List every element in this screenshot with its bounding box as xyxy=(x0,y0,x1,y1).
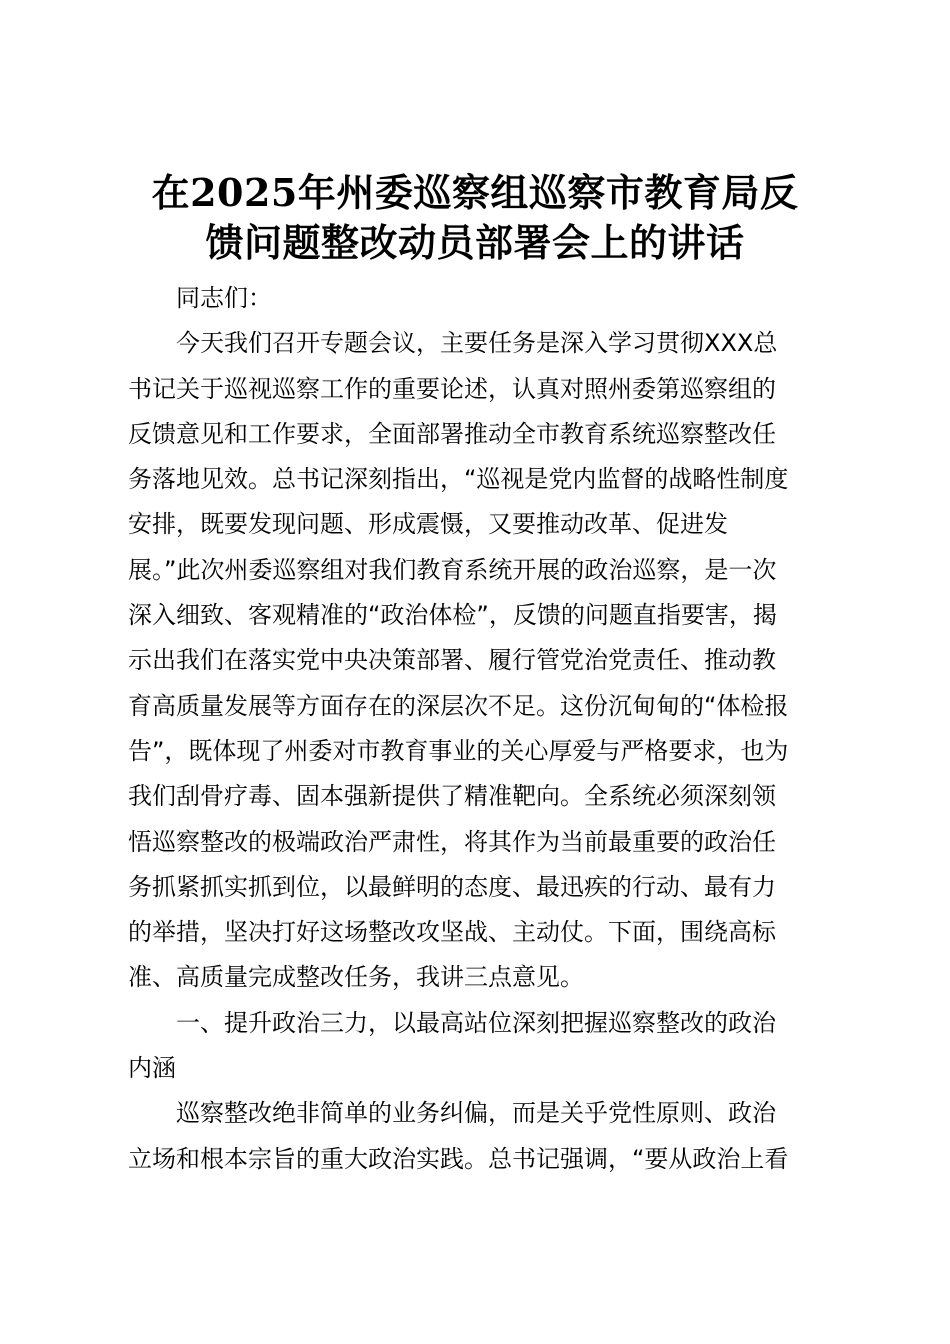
paragraph-1-line-15: 准、高质量完成整改任务，我讲三点意见。 xyxy=(128,963,584,992)
paragraph-1-line-1: 今天我们召开专题会议，主要任务是深入学习贯彻XXX总 xyxy=(176,329,778,358)
paragraph-1-line-11: 我们刮骨疗毒、固本强新提供了精准靶向。全系统必须深刻领 xyxy=(128,782,776,811)
salutation: 同志们： xyxy=(176,284,272,312)
document-body xyxy=(128,276,833,1182)
paragraph-1-line-8: 示出我们在落实党中央决策部署、履行管党治党责任、推动教 xyxy=(128,646,776,675)
document-title xyxy=(120,168,830,268)
title-line-1: 在2025年州委巡察组巡察市教育局反 xyxy=(151,170,799,215)
paragraph-1-line-4: 务落地见效。总书记深刻指出，“巡视是党内监督的战略性制度 xyxy=(128,465,789,494)
paragraph-1-line-13: 务抓紧抓实抓到位，以最鲜明的态度、最迅疾的行动、最有力 xyxy=(128,872,776,901)
paragraph-1-line-12: 悟巡察整改的极端政治严肃性，将其作为当前最重要的政治任 xyxy=(128,827,776,856)
section-heading-1-line-1: 一、提升政治三力，以最高站位深刻把握巡察整改的政治 xyxy=(176,1008,776,1037)
paragraph-2-line-1: 巡察整改绝非简单的业务纠偏，而是关乎党性原则、政治 xyxy=(176,1099,776,1128)
section-heading-1-line-2: 内涵 xyxy=(128,1054,176,1083)
paragraph-2-line-2: 立场和根本宗旨的重大政治实践。总书记强调，“要从政治上看 xyxy=(128,1144,789,1173)
paragraph-1-line-7: 深入细致、客观精准的“政治体检”，反馈的问题直指要害，揭 xyxy=(128,601,777,630)
paragraph-1-line-9: 育高质量发展等方面存在的深层次不足。这份沉甸甸的“体检报 xyxy=(128,691,789,720)
paragraph-1-line-14: 的举措，坚决打好这场整改攻坚战、主动仗。下面，围绕高标 xyxy=(128,918,776,947)
paragraph-1-line-10: 告”，既体现了州委对市教育事业的关心厚爱与严格要求，也为 xyxy=(128,736,789,765)
title-line-2: 馈问题整改动员部署会上的讲话 xyxy=(205,220,745,265)
paragraph-1-line-6: 展。”此次州委巡察组对我们教育系统开展的政治巡察，是一次 xyxy=(128,555,777,584)
paragraph-1-line-2: 书记关于巡视巡察工作的重要论述，认真对照州委第巡察组的 xyxy=(128,374,776,403)
paragraph-1-line-5: 安排，既要发现问题、形成震慑，又要推动改革、促进发 xyxy=(128,510,728,539)
paragraph-1-line-3: 反馈意见和工作要求，全面部署推动全市教育系统巡察整改任 xyxy=(128,419,776,448)
